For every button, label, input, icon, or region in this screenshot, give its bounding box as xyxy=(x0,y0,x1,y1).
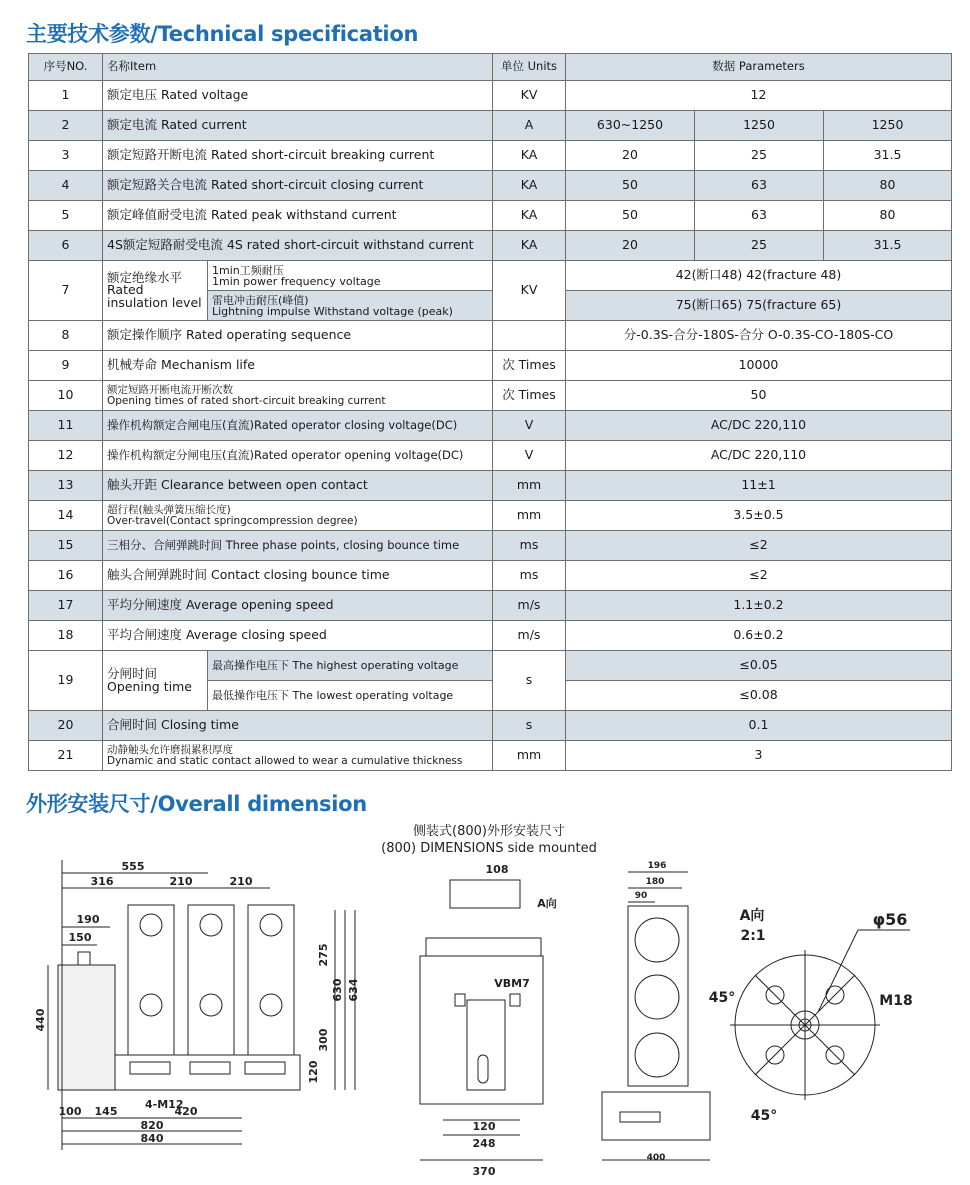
row-value: 1250 xyxy=(695,111,824,141)
row-item: 机械寿命 Mechanism life xyxy=(103,351,493,381)
terminal-circle xyxy=(200,994,222,1016)
dimension-label: A向 xyxy=(537,897,557,910)
row-unit: mm xyxy=(493,471,566,501)
row-subitem: 最低操作电压下 The lowest operating voltage xyxy=(208,681,493,711)
terminal-circle xyxy=(140,994,162,1016)
row-item: 合闸时间 Closing time xyxy=(103,711,493,741)
row-value: 50 xyxy=(566,381,952,411)
dimension-label: 120 xyxy=(472,1120,496,1133)
cell-line: Rated xyxy=(107,282,144,298)
row-value: 25 xyxy=(695,231,824,261)
cell-line: Opening times of rated short-circuit breaking current xyxy=(107,394,386,407)
row-value: 1.1±0.2 xyxy=(566,591,952,621)
row-unit: ms xyxy=(493,561,566,591)
cell-line: 1min工频耐压 xyxy=(212,263,284,277)
row-value: 80 xyxy=(824,171,952,201)
dimension-label: 190 xyxy=(76,913,100,926)
row-no: 5 xyxy=(29,201,103,231)
dimension-label: 370 xyxy=(472,1165,496,1178)
row-no: 2 xyxy=(29,111,103,141)
row-item: 额定峰值耐受电流 Rated peak withstand current xyxy=(103,201,493,231)
cell-line: insulation level xyxy=(107,294,202,310)
row-value: 3 xyxy=(566,741,952,771)
row-unit: V xyxy=(493,441,566,471)
row-no: 8 xyxy=(29,321,103,351)
row-no: 12 xyxy=(29,441,103,471)
header-params: 数据 Parameters xyxy=(566,54,952,81)
row-no: 4 xyxy=(29,171,103,201)
cell-line: Opening time xyxy=(107,678,192,694)
row-no: 18 xyxy=(29,621,103,651)
dimension-label: 316 xyxy=(90,875,114,888)
row-no: 3 xyxy=(29,141,103,171)
dimension-label: 555 xyxy=(121,860,145,873)
row-value: ≤2 xyxy=(566,561,952,591)
dimension-label: 248 xyxy=(472,1137,496,1150)
dimension-label: φ56 xyxy=(872,910,908,929)
cell-line: 额定绝缘水平 xyxy=(107,269,183,285)
cell-line: 动静触头允许磨损累积厚度 xyxy=(107,744,233,756)
row-value: 75(断口65) 75(fracture 65) xyxy=(566,291,952,321)
header-unit: 单位 Units xyxy=(493,54,566,81)
dimension-label: 150 xyxy=(68,931,92,944)
terminal-circle xyxy=(260,994,282,1016)
row-item: 额定短路开断电流 Rated short-circuit breaking current xyxy=(103,141,493,171)
row-no: 20 xyxy=(29,711,103,741)
row-unit: KA xyxy=(493,231,566,261)
dimension-label: 90 xyxy=(634,891,648,901)
terminal-circle xyxy=(260,914,282,936)
row-no: 9 xyxy=(29,351,103,381)
row-value: 1250 xyxy=(824,111,952,141)
dimension-label: 400 xyxy=(646,1153,666,1163)
row-unit: KV xyxy=(493,261,566,321)
header-item: 名称Item xyxy=(103,54,493,81)
row-no: 6 xyxy=(29,231,103,261)
row-item: 平均分闸速度 Average opening speed xyxy=(103,591,493,621)
dimension-label: 300 xyxy=(317,1028,330,1052)
row-value: 20 xyxy=(566,231,695,261)
row-value: 42(断口48) 42(fracture 48) xyxy=(566,261,952,291)
dimension-label: 145 xyxy=(94,1105,118,1118)
row-value: 63 xyxy=(695,201,824,231)
row-item: 平均合闸速度 Average closing speed xyxy=(103,621,493,651)
top-view-drawing xyxy=(602,872,710,1160)
drawing-caption-en: (800) DIMENSIONS side mounted xyxy=(381,841,597,856)
row-value: 3.5±0.5 xyxy=(566,501,952,531)
row-value: 12 xyxy=(566,81,952,111)
row-value: 0.1 xyxy=(566,711,952,741)
row-value: ≤2 xyxy=(566,531,952,561)
row-value: ≤0.05 xyxy=(566,651,952,681)
row-value: 11±1 xyxy=(566,471,952,501)
row-value: 0.6±0.2 xyxy=(566,621,952,651)
pole-column xyxy=(128,905,174,1055)
dimension-label: 440 xyxy=(34,1008,47,1032)
cell-line: Dynamic and static contact allowed to wear a cumulative thickness xyxy=(107,754,463,767)
row-item: 4S额定短路耐受电流 4S rated short-circuit withstand current xyxy=(103,231,493,261)
row-item: 三相分、合闸弹跳时间 Three phase points, closing bounce time xyxy=(103,531,493,561)
row-unit: s xyxy=(493,651,566,711)
dimension-label: 45° xyxy=(708,990,736,1006)
row-unit: m/s xyxy=(493,621,566,651)
row-unit: 次 Times xyxy=(493,351,566,381)
dimension-label: 820 xyxy=(140,1119,164,1132)
dimension-label: 210 xyxy=(169,875,193,888)
row-value: 31.5 xyxy=(824,231,952,261)
dimension-label: 420 xyxy=(174,1105,198,1118)
dimension-label: 196 xyxy=(647,861,667,871)
row-item: 额定电压 Rated voltage xyxy=(103,81,493,111)
row-item: 操作机构额定合闸电压(直流)Rated operator closing voltage(DC) xyxy=(103,411,493,441)
row-item: 触头合闸弹跳时间 Contact closing bounce time xyxy=(103,561,493,591)
cell-line: Lightning impulse Withstand voltage (peak) xyxy=(212,304,453,318)
row-unit: V xyxy=(493,411,566,441)
row-value: 50 xyxy=(566,201,695,231)
spec-section-title: 主要技术参数/Technical specification xyxy=(26,22,419,46)
header-no: 序号NO. xyxy=(29,54,103,81)
row-value: 80 xyxy=(824,201,952,231)
side-view-drawing xyxy=(420,880,543,1160)
cell-line: 超行程(触头弹簧压缩长度) xyxy=(107,504,231,516)
row-no: 13 xyxy=(29,471,103,501)
row-no: 1 xyxy=(29,81,103,111)
row-unit: KV xyxy=(493,81,566,111)
row-subitem: 最高操作电压下 The highest operating voltage xyxy=(208,651,493,681)
dimension-label: A向 xyxy=(739,908,765,924)
row-value: 25 xyxy=(695,141,824,171)
dimension-label: 634 xyxy=(347,978,360,1002)
cell-line: 额定短路开断电流开断次数 xyxy=(107,384,233,396)
row-value: 20 xyxy=(566,141,695,171)
row-value: 50 xyxy=(566,171,695,201)
row-item: 额定操作顺序 Rated operating sequence xyxy=(103,321,493,351)
row-no: 16 xyxy=(29,561,103,591)
row-value: ≤0.08 xyxy=(566,681,952,711)
dimension-label: 108 xyxy=(485,863,509,876)
row-unit: mm xyxy=(493,741,566,771)
terminal-circle xyxy=(140,914,162,936)
dimension-label: 100 xyxy=(58,1105,82,1118)
row-unit: KA xyxy=(493,201,566,231)
row-value: AC/DC 220,110 xyxy=(566,441,952,471)
row-value: 分-0.3S-合分-180S-合分 O-0.3S-CO-180S-CO xyxy=(566,321,952,351)
dimension-label: 180 xyxy=(645,877,665,887)
row-unit: m/s xyxy=(493,591,566,621)
row-no: 14 xyxy=(29,501,103,531)
dimension-label: 4-M12 xyxy=(145,1098,184,1111)
row-no: 11 xyxy=(29,411,103,441)
dimension-label: 120 xyxy=(307,1060,320,1084)
dimension-label: 840 xyxy=(140,1132,164,1145)
dimension-label: 210 xyxy=(229,875,253,888)
row-no: 21 xyxy=(29,741,103,771)
dimension-label: 630 xyxy=(331,978,344,1002)
row-value: 630~1250 xyxy=(566,111,695,141)
terminal-circle xyxy=(200,914,222,936)
row-unit: s xyxy=(493,711,566,741)
row-item: 触头开距 Clearance between open contact xyxy=(103,471,493,501)
cell-line: Over-travel(Contact springcompression degree) xyxy=(107,514,358,527)
row-no: 10 xyxy=(29,381,103,411)
row-item: 操作机构额定分闸电压(直流)Rated operator opening voltage(DC) xyxy=(103,441,493,471)
row-unit: ms xyxy=(493,531,566,561)
dimension-label: 275 xyxy=(317,943,330,967)
row-no: 19 xyxy=(29,651,103,711)
row-value: 63 xyxy=(695,171,824,201)
drawing-caption-cn: 侧装式(800)外形安装尺寸 xyxy=(413,824,565,839)
row-unit: 次 Times xyxy=(493,381,566,411)
row-item: 额定电流 Rated current xyxy=(103,111,493,141)
row-unit: KA xyxy=(493,171,566,201)
row-value: 31.5 xyxy=(824,141,952,171)
row-value: 10000 xyxy=(566,351,952,381)
row-item: 额定短路关合电流 Rated short-circuit closing current xyxy=(103,171,493,201)
pole-column xyxy=(188,905,234,1055)
row-value: AC/DC 220,110 xyxy=(566,411,952,441)
row-unit: KA xyxy=(493,141,566,171)
row-unit: mm xyxy=(493,501,566,531)
dimension-label: 45° xyxy=(750,1108,778,1124)
row-unit: A xyxy=(493,111,566,141)
view-a-drawing xyxy=(730,930,913,1100)
row-no: 15 xyxy=(29,531,103,561)
row-no: 7 xyxy=(29,261,103,321)
cell-line: 雷电冲击耐压(峰值) xyxy=(212,293,309,307)
row-no: 17 xyxy=(29,591,103,621)
dimension-label: 2:1 xyxy=(740,928,766,944)
dimension-label: VBM7 xyxy=(494,977,530,990)
dimension-section-title: 外形安装尺寸/Overall dimension xyxy=(26,792,367,816)
cell-line: 1min power frequency voltage xyxy=(212,274,381,288)
dimension-label: M18 xyxy=(879,993,913,1009)
pole-column xyxy=(248,905,294,1055)
cell-line: 分闸时间 xyxy=(107,666,158,681)
